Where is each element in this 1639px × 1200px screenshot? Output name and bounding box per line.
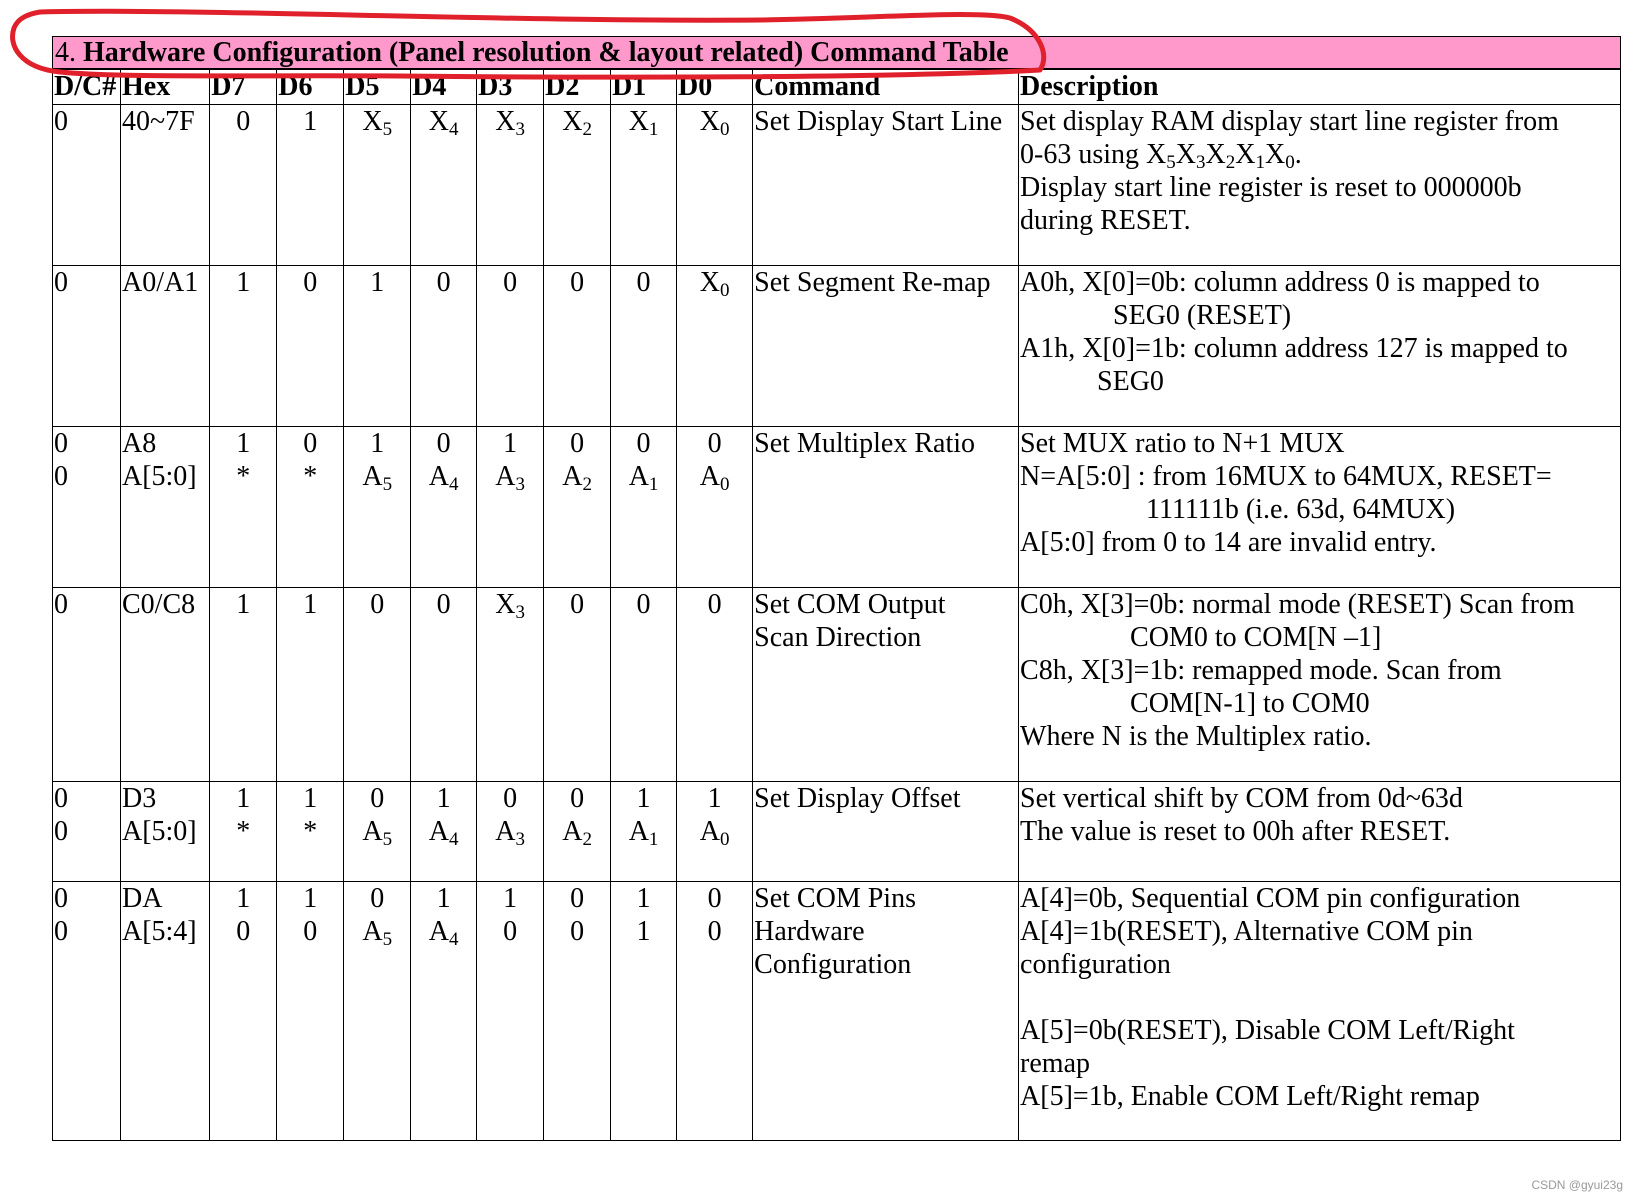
- description-cell: [1019, 882, 1621, 1141]
- description-cell: [1019, 427, 1621, 588]
- section-title-text: Hardware Configuration (Panel resolution & layout related) Command Table: [83, 37, 1009, 68]
- bit-value: 1: [707, 783, 722, 814]
- command-name: Set COM Output: [754, 589, 946, 620]
- bit-value: $A_4$: [428, 461, 459, 495]
- bit-cell-d3: [477, 882, 544, 1141]
- bit-cell-d6: [277, 882, 344, 1141]
- bit-cell-d2: [544, 427, 611, 588]
- bit-cell-d3: [477, 782, 544, 882]
- bit-value: 0: [707, 428, 722, 459]
- bit-cell-d1: [611, 427, 677, 588]
- bit-value: 1: [503, 883, 518, 914]
- bit-value: $X_0$: [699, 267, 730, 301]
- column-header: D/C#: [53, 70, 121, 105]
- bit-cell-d4: [411, 266, 477, 427]
- bit-cell-d5: [344, 105, 411, 266]
- dc-cell: [53, 782, 121, 882]
- bit-value: 0: [503, 267, 518, 298]
- bit-value: 0: [303, 428, 318, 459]
- command-cell: [753, 105, 1019, 266]
- dc-value: 0: [54, 267, 68, 298]
- hex-cell: [120, 105, 209, 266]
- bit-value: $A_1$: [628, 816, 659, 850]
- command-table: [52, 69, 1621, 1141]
- description-line: A[4]=0b, Sequential COM pin configuration: [1020, 883, 1521, 914]
- column-header: D6: [277, 70, 344, 105]
- table-row: [53, 105, 1621, 266]
- bit-value: 0: [236, 916, 251, 947]
- dc-cell: [53, 427, 121, 588]
- bit-cell-d2: [544, 105, 611, 266]
- bit-value: $X_1$: [628, 106, 659, 140]
- bit-cell-d4: [411, 782, 477, 882]
- dc-value: 0: [54, 589, 68, 620]
- table-header-row: [53, 70, 1621, 105]
- bit-value: 1: [303, 106, 318, 137]
- command-cell: [753, 427, 1019, 588]
- bit-value: $A_0$: [699, 461, 730, 495]
- hex-value: 40~7F: [121, 106, 195, 137]
- bit-value: 0: [436, 589, 451, 620]
- bit-value: *: [303, 816, 318, 847]
- bit-cell-d4: [411, 105, 477, 266]
- bit-cell-d5: [344, 782, 411, 882]
- bit-value: *: [303, 461, 318, 492]
- bit-cell-d0: [677, 105, 753, 266]
- command-name: Configuration: [754, 949, 912, 980]
- description-cell: [1019, 105, 1621, 266]
- dc-value: 0: [54, 106, 68, 137]
- bit-value: 1: [370, 428, 385, 459]
- bit-value: 0: [636, 428, 651, 459]
- bit-cell-d1: [611, 105, 677, 266]
- hex-value: C0/C8: [121, 589, 196, 620]
- bit-value: $X_5$: [362, 106, 393, 140]
- bit-value: $A_2$: [562, 816, 592, 850]
- bit-value: 0: [370, 589, 385, 620]
- hex-cell: [120, 266, 209, 427]
- description-cell: [1019, 782, 1621, 882]
- bit-value: $A_4$: [428, 816, 459, 850]
- bit-cell-d7: [210, 105, 277, 266]
- dc-cell: [53, 588, 121, 782]
- bit-value: $A_5$: [362, 816, 393, 850]
- description-line: A1h, X[0]=1b: column address 127 is mapped to: [1020, 333, 1568, 364]
- bit-value: 1: [636, 783, 651, 814]
- bit-cell-d0: [677, 427, 753, 588]
- table-row: [53, 266, 1621, 427]
- hex-value: A8: [121, 428, 157, 459]
- bit-value: 0: [636, 589, 651, 620]
- bit-value: 1: [236, 589, 251, 620]
- dc-value: 0: [54, 883, 68, 914]
- hex-cell: [120, 588, 209, 782]
- bit-cell-d0: [677, 782, 753, 882]
- command-name: Set Segment Re-map: [754, 267, 991, 298]
- description-line: Display start line register is reset to 000000b: [1020, 172, 1522, 203]
- description-line: A[4]=1b(RESET), Alternative COM pin: [1020, 916, 1473, 947]
- hex-cell: [120, 782, 209, 882]
- bit-value: $A_3$: [495, 461, 525, 495]
- bit-cell-d6: [277, 782, 344, 882]
- column-header: D3: [477, 70, 544, 105]
- column-header: Hex: [120, 70, 209, 105]
- section-title: [52, 36, 1621, 69]
- bit-value: $X_3$: [495, 589, 525, 623]
- description-line: remap: [1020, 1048, 1090, 1079]
- column-header: D2: [544, 70, 611, 105]
- description-line: COM0 to COM[N –1]: [1130, 622, 1382, 653]
- bit-cell-d5: [344, 588, 411, 782]
- hex-value: A[5:4]: [121, 916, 197, 947]
- bit-cell-d3: [477, 105, 544, 266]
- bit-cell-d7: [210, 782, 277, 882]
- bit-value: 0: [570, 589, 585, 620]
- column-header: D4: [411, 70, 477, 105]
- dc-cell: [53, 882, 121, 1141]
- dc-value: 0: [54, 783, 68, 814]
- bit-value: $A_0$: [699, 816, 730, 850]
- bit-value: 0: [570, 267, 585, 298]
- command-cell: [753, 782, 1019, 882]
- bit-cell-d1: [611, 266, 677, 427]
- hex-cell: [120, 427, 209, 588]
- bit-value: 0: [570, 883, 585, 914]
- bit-value: 1: [370, 267, 385, 298]
- bit-value: 1: [236, 883, 251, 914]
- section-number: 4.: [55, 37, 76, 68]
- description-line: [1020, 981, 1619, 1014]
- bit-value: 0: [570, 428, 585, 459]
- bit-value: 1: [303, 883, 318, 914]
- watermark: CSDN @gyui23g: [1531, 1178, 1623, 1192]
- bit-value: $A_2$: [562, 461, 592, 495]
- column-header: D5: [344, 70, 411, 105]
- dc-cell: [53, 105, 121, 266]
- bit-cell-d0: [677, 266, 753, 427]
- description-cell: [1019, 588, 1621, 782]
- description-line: SEG0: [1097, 366, 1164, 397]
- bit-value: *: [236, 461, 251, 492]
- description-line: SEG0 (RESET): [1113, 300, 1292, 331]
- bit-value: 0: [570, 916, 585, 947]
- bit-value: 0: [503, 916, 518, 947]
- bit-value: 0: [707, 916, 722, 947]
- command-name: Scan Direction: [754, 622, 922, 653]
- dc-value: 0: [54, 428, 68, 459]
- description-line: Set vertical shift by COM from 0d~63d: [1020, 783, 1463, 814]
- bit-value: 1: [303, 589, 318, 620]
- bit-cell-d7: [210, 427, 277, 588]
- bit-value: 0: [303, 916, 318, 947]
- description-line: A0h, X[0]=0b: column address 0 is mapped to: [1020, 267, 1540, 298]
- bit-cell-d1: [611, 782, 677, 882]
- description-line: A[5]=1b, Enable COM Left/Right remap: [1020, 1081, 1480, 1112]
- dc-value: 0: [54, 916, 68, 947]
- dc-cell: [53, 266, 121, 427]
- bit-value: 0: [370, 783, 385, 814]
- description-line: Set MUX ratio to N+1 MUX: [1020, 428, 1345, 459]
- bit-value: $A_1$: [628, 461, 659, 495]
- bit-cell-d7: [210, 882, 277, 1141]
- description-cell: [1019, 266, 1621, 427]
- bit-value: 1: [436, 883, 451, 914]
- command-cell: [753, 588, 1019, 782]
- bit-value: $X_0$: [699, 106, 730, 140]
- bit-value: 0: [707, 883, 722, 914]
- bit-cell-d6: [277, 427, 344, 588]
- bit-cell-d2: [544, 588, 611, 782]
- bit-cell-d3: [477, 266, 544, 427]
- command-name: Set Display Offset: [754, 783, 961, 814]
- column-header: D7: [210, 70, 277, 105]
- hex-cell: [120, 882, 209, 1141]
- bit-cell-d0: [677, 882, 753, 1141]
- command-cell: [753, 266, 1019, 427]
- hex-value: DA: [121, 883, 163, 914]
- bit-cell-d6: [277, 105, 344, 266]
- command-name: Hardware: [754, 916, 865, 947]
- bit-value: 0: [707, 589, 722, 620]
- command-cell: [753, 882, 1019, 1141]
- description-line: A[5:0] from 0 to 14 are invalid entry.: [1020, 527, 1437, 558]
- bit-value: 0: [436, 428, 451, 459]
- dc-value: 0: [54, 461, 68, 492]
- table-row: [53, 782, 1621, 882]
- bit-value: $A_5$: [362, 916, 393, 950]
- bit-value: 1: [636, 883, 651, 914]
- command-name: Set Multiplex Ratio: [754, 428, 976, 459]
- table-row: [53, 427, 1621, 588]
- description-line: Where N is the Multiplex ratio.: [1020, 721, 1372, 752]
- description-line: N=A[5:0] : from 16MUX to 64MUX, RESET=: [1020, 461, 1552, 492]
- table-row: [53, 588, 1621, 782]
- command-name: Set Display Start Line: [754, 106, 1003, 137]
- bit-cell-d5: [344, 427, 411, 588]
- bit-value: $A_3$: [495, 816, 525, 850]
- description-line: Set display RAM display start line register from: [1020, 106, 1559, 137]
- bit-cell-d7: [210, 266, 277, 427]
- bit-value: 1: [503, 428, 518, 459]
- bit-cell-d5: [344, 882, 411, 1141]
- bit-value: 0: [370, 883, 385, 914]
- dc-value: 0: [54, 816, 68, 847]
- bit-value: 1: [636, 916, 651, 947]
- hex-value: D3: [121, 783, 157, 814]
- bit-cell-d2: [544, 782, 611, 882]
- bit-cell-d1: [611, 588, 677, 782]
- column-header: D1: [611, 70, 677, 105]
- description-line: during RESET.: [1020, 205, 1191, 236]
- bit-value: 1: [236, 783, 251, 814]
- bit-value: $X_3$: [495, 106, 525, 140]
- bit-cell-d2: [544, 266, 611, 427]
- bit-cell-d1: [611, 882, 677, 1141]
- command-name: Set COM Pins: [754, 883, 916, 914]
- bit-value: 1: [236, 267, 251, 298]
- bit-value: 0: [503, 783, 518, 814]
- bit-value: *: [236, 816, 251, 847]
- bit-value: $A_4$: [428, 916, 459, 950]
- bit-cell-d5: [344, 266, 411, 427]
- bit-cell-d4: [411, 882, 477, 1141]
- description-line: The value is reset to 00h after RESET.: [1020, 816, 1451, 847]
- bit-value: 0: [436, 267, 451, 298]
- description-line: COM[N-1] to COM0: [1130, 688, 1370, 719]
- bit-cell-d4: [411, 588, 477, 782]
- bit-cell-d6: [277, 588, 344, 782]
- bit-value: $X_2$: [562, 106, 592, 140]
- bit-cell-d0: [677, 588, 753, 782]
- bit-cell-d3: [477, 588, 544, 782]
- description-line: 0-63 using $X_5X_3X_2X_1X_0$.: [1020, 139, 1302, 173]
- bit-cell-d4: [411, 427, 477, 588]
- bit-value: 0: [636, 267, 651, 298]
- bit-cell-d6: [277, 266, 344, 427]
- bit-value: 0: [570, 783, 585, 814]
- bit-value: 1: [303, 783, 318, 814]
- bit-value: 1: [236, 428, 251, 459]
- bit-cell-d7: [210, 588, 277, 782]
- bit-value: $A_5$: [362, 461, 393, 495]
- description-line: C8h, X[3]=1b: remapped mode. Scan from: [1020, 655, 1502, 686]
- hex-value: A[5:0]: [121, 816, 197, 847]
- column-header: Description: [1019, 70, 1621, 105]
- column-header: D0: [677, 70, 753, 105]
- description-line: configuration: [1020, 949, 1171, 980]
- table-row: [53, 882, 1621, 1141]
- column-header: Command: [753, 70, 1019, 105]
- bit-cell-d3: [477, 427, 544, 588]
- bit-value: 0: [303, 267, 318, 298]
- bit-value: 0: [236, 106, 251, 137]
- description-line: A[5]=0b(RESET), Disable COM Left/Right: [1020, 1015, 1515, 1046]
- bit-value: $X_4$: [428, 106, 459, 140]
- description-line: C0h, X[3]=0b: normal mode (RESET) Scan from: [1020, 589, 1575, 620]
- bit-cell-d2: [544, 882, 611, 1141]
- bit-value: 1: [436, 783, 451, 814]
- hex-value: A[5:0]: [121, 461, 197, 492]
- hex-value: A0/A1: [121, 267, 199, 298]
- description-line: 111111b (i.e. 63d, 64MUX): [1146, 494, 1456, 525]
